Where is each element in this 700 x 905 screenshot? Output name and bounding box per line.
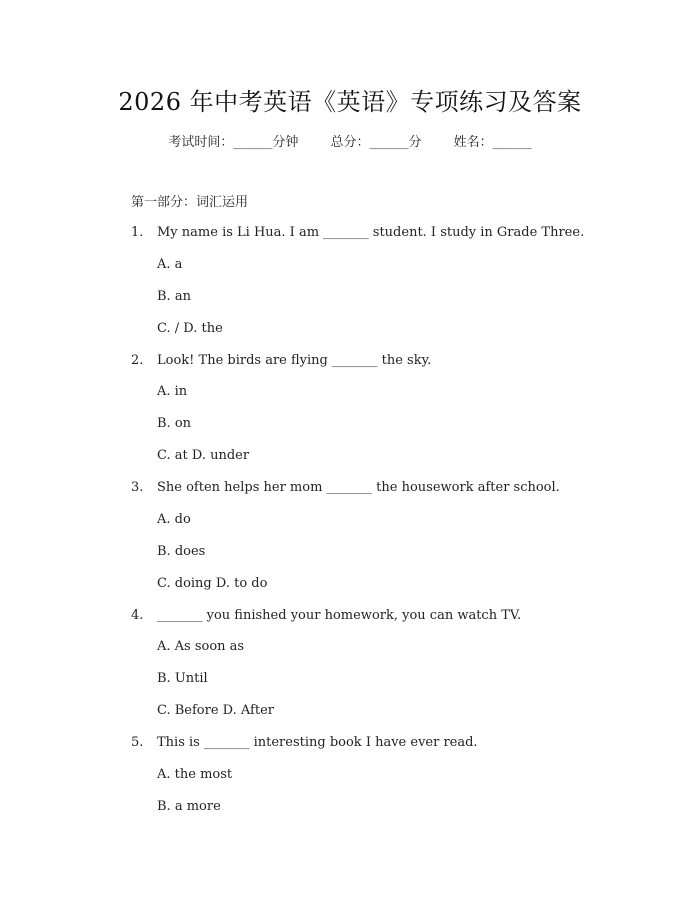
question-text: This is _______ interesting book I have ever read. xyxy=(157,735,478,750)
page-title: 2026 年中考英语《英语》专项练习及答案 xyxy=(118,88,582,116)
question-text: My name is Li Hua. I am _______ student. I study in Grade Three. xyxy=(157,225,585,240)
option: C. at D. under xyxy=(157,448,250,463)
question-text: _______ you finished your homework, you can watch TV. xyxy=(157,608,522,623)
question-number: 3. xyxy=(131,480,144,495)
exam-score: 总分：______分 xyxy=(330,135,422,150)
question-text: Look! The birds are flying _______ the sky. xyxy=(157,353,432,368)
option: A. do xyxy=(157,512,191,527)
exam-name: 姓名：______ xyxy=(453,135,532,150)
question-number: 5. xyxy=(131,735,144,750)
question xyxy=(131,353,431,368)
question-number: 4. xyxy=(131,608,144,623)
question xyxy=(131,480,560,495)
option: C. doing D. to do xyxy=(157,576,268,591)
question xyxy=(131,608,521,623)
option: B. Until xyxy=(157,671,208,686)
option: C. Before D. After xyxy=(157,703,274,718)
option: A. in xyxy=(157,384,188,399)
question-text: She often helps her mom _______ the housework after school. xyxy=(157,480,560,495)
question xyxy=(131,735,478,750)
question-number: 1. xyxy=(131,225,144,240)
section-heading: 第一部分：词汇运用 xyxy=(131,195,249,210)
exam-meta xyxy=(0,131,700,150)
question xyxy=(131,225,584,240)
option: B. a more xyxy=(157,799,221,814)
question-number: 2. xyxy=(131,353,144,368)
option: B. an xyxy=(157,289,191,304)
option: A. As soon as xyxy=(157,639,245,654)
option: A. the most xyxy=(157,767,233,782)
exam-time: 考试时间：______分钟 xyxy=(168,135,299,150)
option: C. / D. the xyxy=(157,321,223,336)
option: B. does xyxy=(157,544,206,559)
option: A. a xyxy=(157,257,183,272)
option: B. on xyxy=(157,416,192,431)
